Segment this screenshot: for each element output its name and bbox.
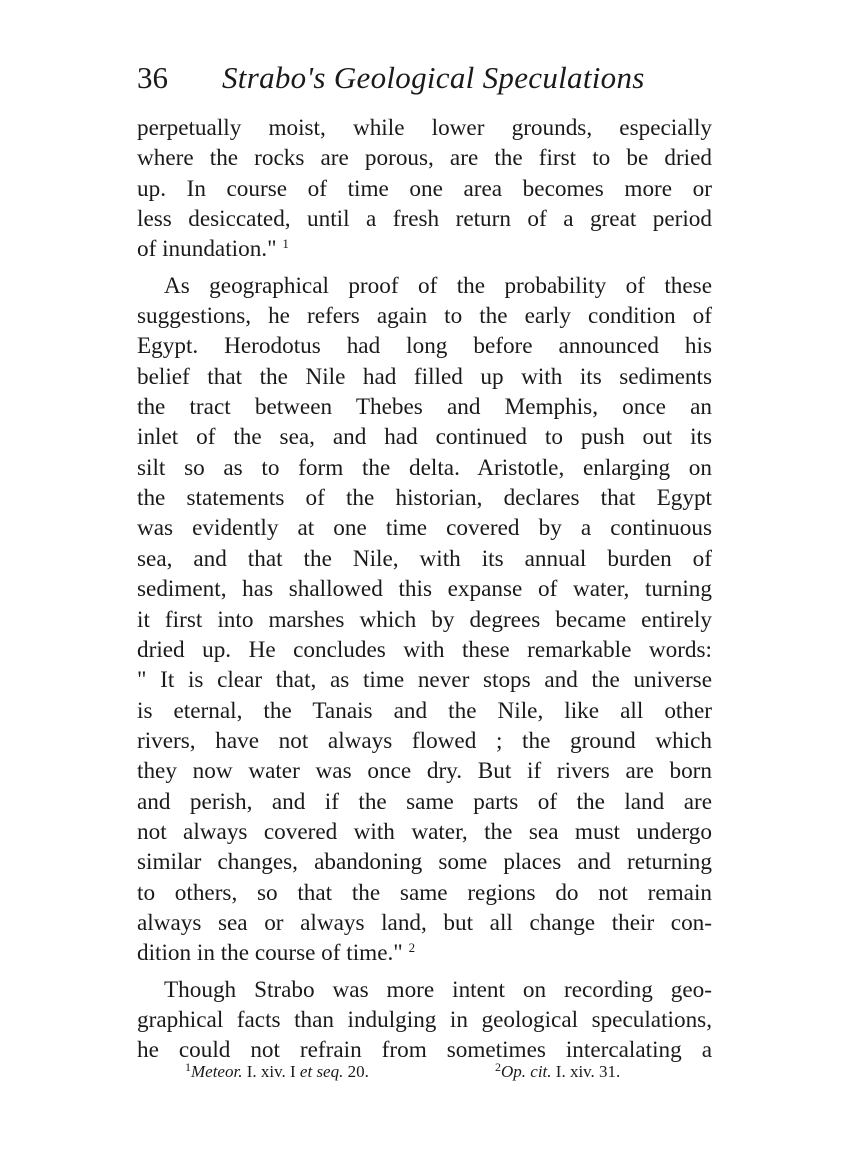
footnote-source: Meteor. [191,1062,243,1081]
text-line: up. In course of time one area becomes more or [137,175,712,202]
footnote-source: et seq. [299,1062,344,1081]
footnote-text: 20. [343,1062,369,1081]
footnote-text: I. xiv. I [242,1062,300,1081]
footnote-mark: 2 [495,1060,501,1074]
text-line: perpetually moist, while lower grounds, especially [137,115,712,141]
text-line [137,938,712,968]
text-line: to others, so that the same regions do not remain [137,879,712,906]
text-line: it first into marshes which by degrees became entirely [137,606,712,633]
text-line: where the rocks are porous, are the first to be dried [137,145,712,172]
text-line: is eternal, the Tanais and the Nile, like all other [137,697,712,724]
text-line: he could not refrain from sometimes intercalating a [137,1037,712,1064]
footnote-reference: 2 [408,940,416,956]
text-line: and perish, and if the same parts of the land are [137,788,712,815]
text-line: less desiccated, until a fresh return of a great period [137,206,712,233]
text-line: sea, and that the Nile, with its annual burden of [137,545,712,572]
text-line: belief that the Nile had filled up with its sediments [137,363,712,390]
text-line: Though Strabo was more intent on recording geo- [164,976,712,1003]
footnote-2 [495,1059,620,1085]
text-line: similar changes, abandoning some places and returning [137,849,712,876]
text-line [137,234,712,264]
footnote-mark: 1 [185,1060,191,1074]
footnote-source: Op. cit. [501,1062,552,1081]
text-line: always sea or always land, but all change their con- [137,909,712,936]
text-line: Egypt. Herodotus had long before announced his [137,333,712,360]
footnote-text: I. xiv. 31. [551,1062,621,1081]
text-line: graphical facts than indulging in geological speculations, [137,1006,712,1033]
text-line: sediment, has shallowed this expanse of water, turning [137,576,712,603]
text-line: not always covered with water, the sea must undergo [137,818,712,845]
text-line: they now water was once dry. But if rivers are born [137,758,712,785]
running-title: Strabo's Geological Speculations [222,60,645,95]
text-line: the tract between Thebes and Memphis, once an [137,394,712,421]
body-text [137,113,712,1072]
text-line: " It is clear that, as time never stops and the universe [137,667,712,694]
footnote-1 [185,1059,369,1085]
page-number: 36 [137,60,168,95]
text-line: the statements of the historian, declares that Egypt [137,485,712,512]
footnotes [185,1059,685,1085]
paragraph [137,113,712,265]
line-text: dition in the course of time." [137,940,403,967]
footnote-reference: 1 [282,236,289,252]
text-line: was evidently at one time covered by a continuous [137,515,712,542]
text-line: inlet of the sea, and had continued to push out its [137,424,712,451]
text-line: rivers, have not always flowed ; the ground which [137,727,712,754]
text-line: As geographical proof of the probability of these [164,272,712,299]
paragraph [137,975,712,1066]
line-text: of inundation." [137,236,277,263]
text-line: silt so as to form the delta. Aristotle, enlarging on [137,454,712,481]
text-line: suggestions, he refers again to the early condition of [137,303,712,330]
text-line: dried up. He concludes with these remarkable words: [137,636,712,663]
paragraph [137,271,712,969]
running-head [137,58,717,98]
